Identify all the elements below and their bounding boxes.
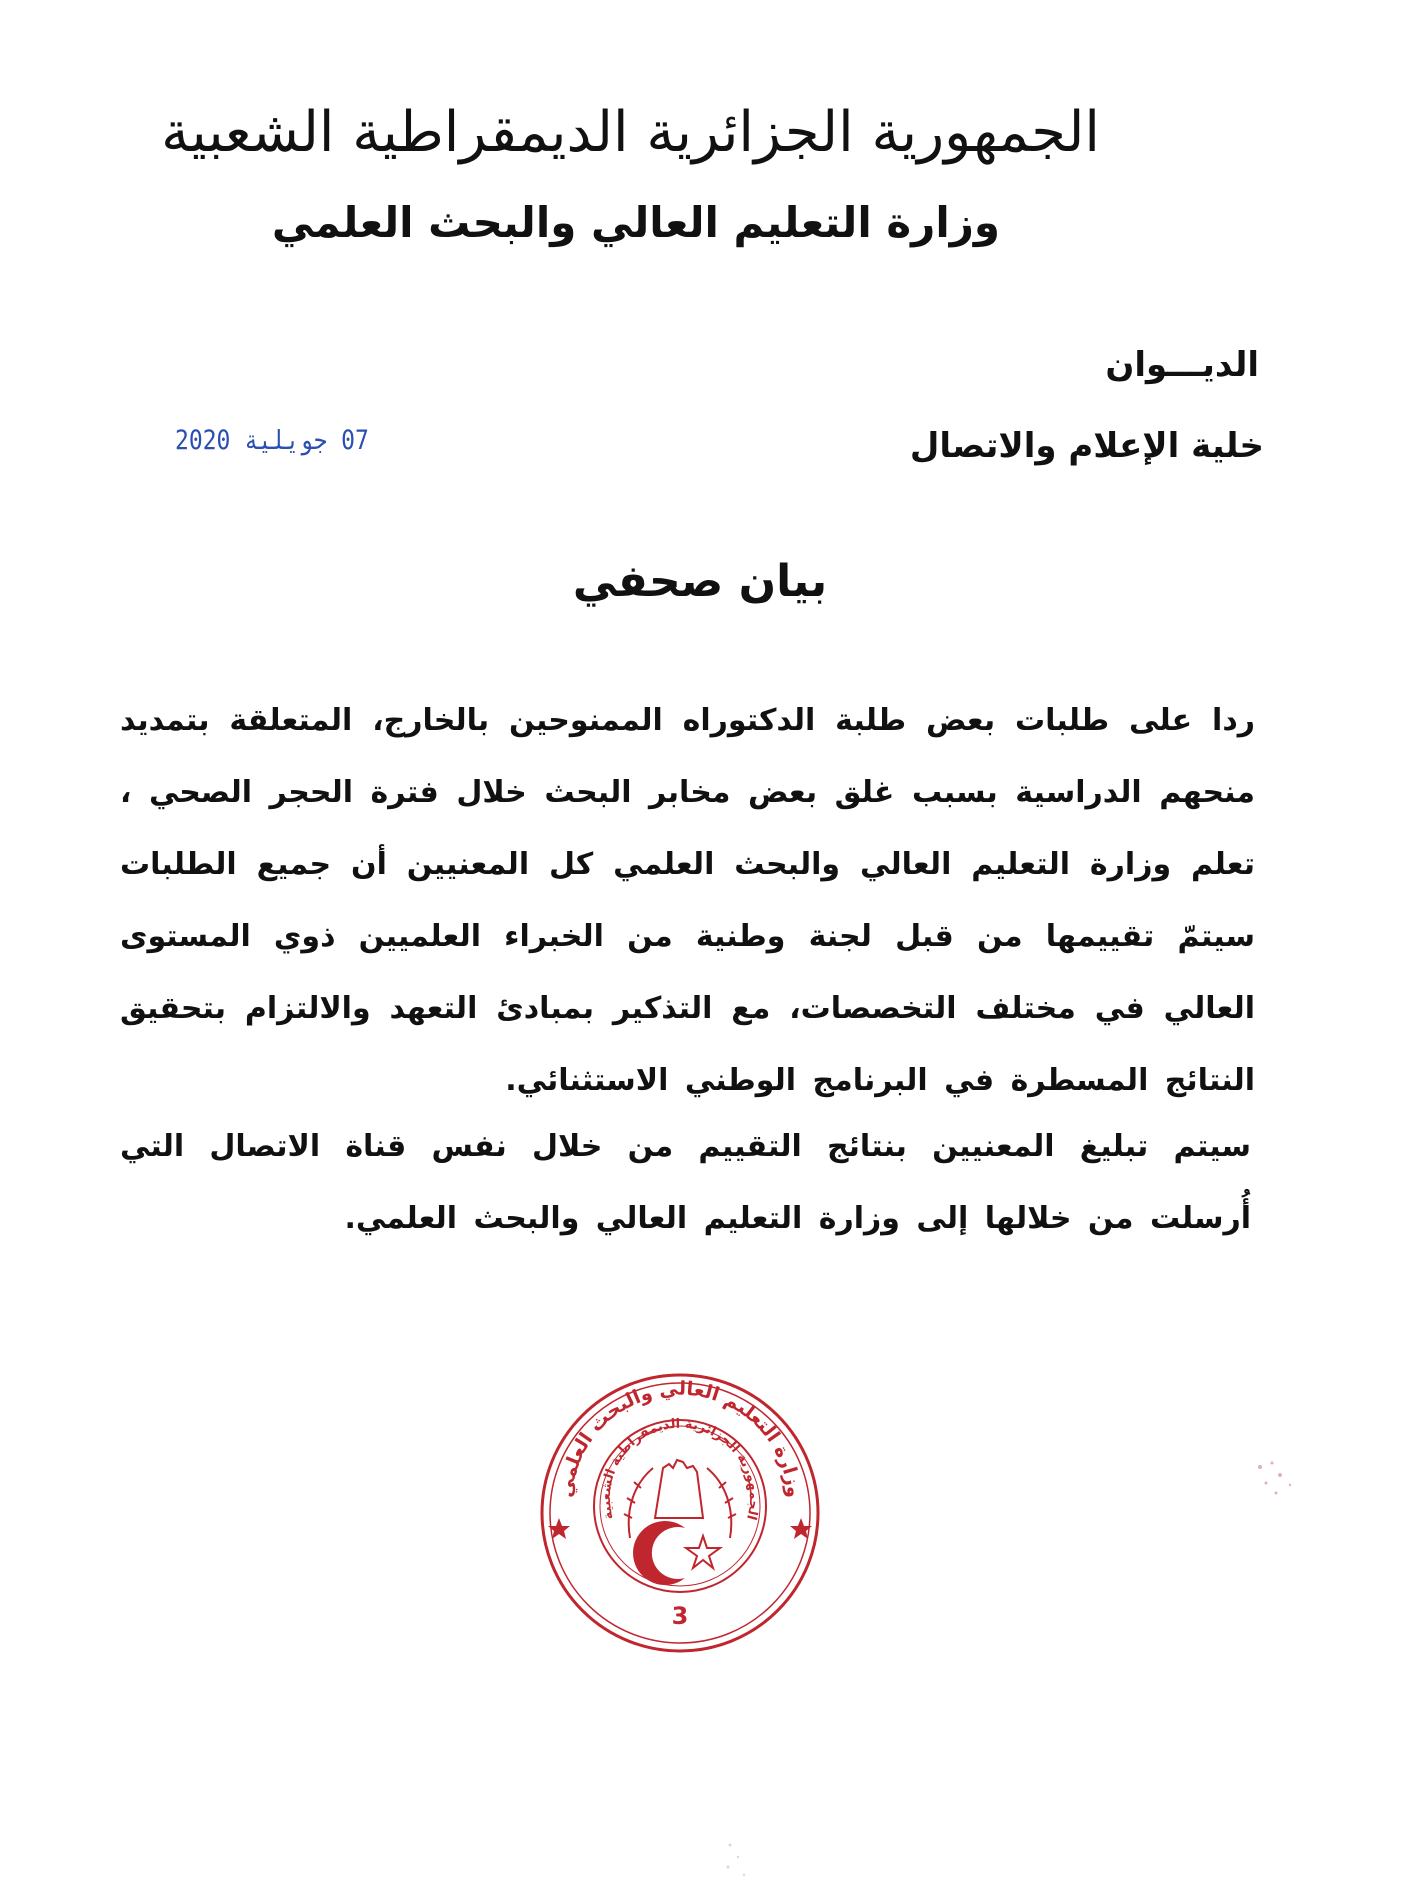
scan-speck xyxy=(1250,1455,1310,1515)
body-paragraph-1: ردا على طلبات بعض طلبة الدكتوراه الممنوحين بالخارج، المتعلقة بتمديد منحهم الدراسية بسبب غلق بعض مخابر البحث خلال فترة الحجر الصحي ، تعلم وزارة التعليم العالي والبحث العلمي كل المعنيين أن جميع الطلبات سيتمّ تقييمها من قبل لجنة وطنية من الخبراء العلميين ذوي المستوى العالي في مختلف التخصصات، مع التذكير بمبادئ التعهد والالتزام بتحقيق النتائج المسطرة في البرنامج الوطني الاستثنائي. xyxy=(120,703,1255,1098)
body-paragraph-2: سيتم تبليغ المعنيين بنتائج التقييم من خلال نفس قناة الاتصال التي أُرسلت من خلالها إلى وزارة التعليم العالي والبحث العلمي. xyxy=(120,1129,1251,1236)
seal-number: 3 xyxy=(671,1602,689,1630)
republic-header: الجمهورية الجزائرية الديمقراطية الشعبية xyxy=(161,100,1100,165)
document-body xyxy=(120,685,1255,1255)
seal-outer-text: وزارة التعليم العالي والبحث العلمي xyxy=(554,1377,805,1499)
official-seal xyxy=(535,1368,825,1658)
scan-speck-bottom xyxy=(710,1835,770,1885)
cell-label: خلية الإعلام والاتصال xyxy=(909,426,1264,466)
department-label: الديـــوان xyxy=(1105,345,1259,385)
seal-emblem-icon xyxy=(548,1460,812,1585)
document-title: بيان صحفي xyxy=(572,556,828,607)
seal-inner-text: الجمهورية الجزائرية الديمقراطية الشعبية xyxy=(598,1416,762,1522)
ministry-header: وزارة التعليم العالي والبحث العلمي xyxy=(271,198,1000,247)
date-stamp: 07 جويلية 2020 xyxy=(175,426,369,456)
